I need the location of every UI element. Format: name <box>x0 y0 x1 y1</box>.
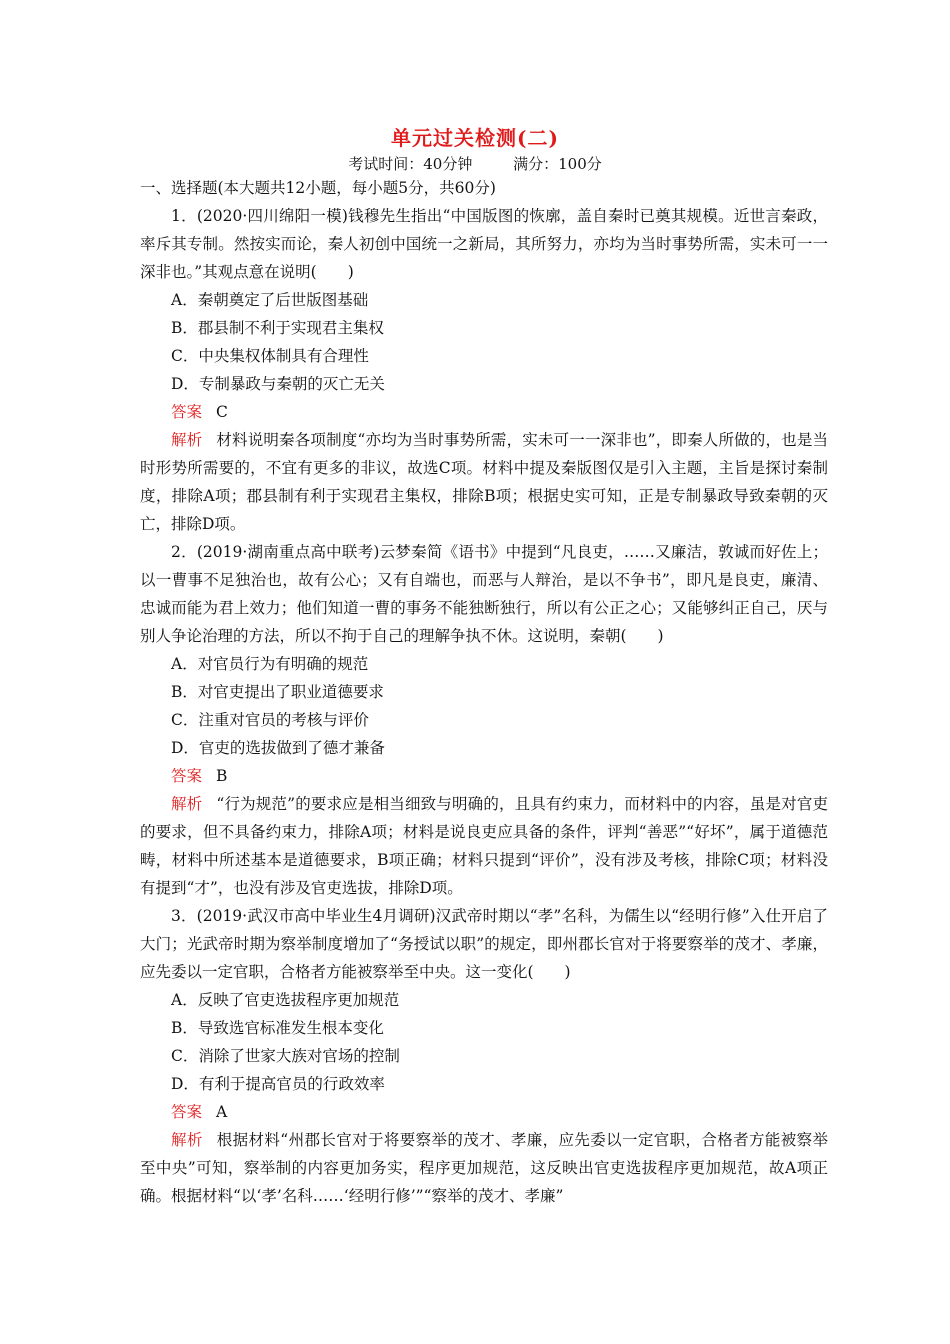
option-c: C．注重对官员的考核与评价 <box>171 711 369 729</box>
analysis-paragraph <box>140 426 828 538</box>
question-stem: 2．(2019·湖南重点高中联考)云梦秦简《语书》中提到“凡良吏，……又廉洁，敦诚而好佐上；以一曹事不足独治也，故有公心；又有自端也，而恶与人辩治，是以不争书”，即凡是良吏，廉清、忠诚而能为君上效力；他们知道一曹的事务不能独断独行，所以有公正之心；又能够纠正自己，厌与别人争论治理的方法，所以不拘于自己的理解争执不休。这说明，秦朝( ) <box>140 543 828 645</box>
answer-line <box>140 762 828 790</box>
answer-value: C <box>216 403 228 421</box>
option-c: C．消除了世家大族对官场的控制 <box>171 1047 400 1065</box>
analysis-text: “行为规范”的要求应是相当细致与明确的，且具有约束力，而材料中的内容，虽是对官吏的要求，但不具备约束力，排除A项；材料是说良吏应具备的条件，评判“善恶”“好坏”，属于道德范畴，材料中所述基本是道德要求，B项正确；材料只提到“评价”，没有涉及考核，排除C项；材料没有提到“才”，也没有涉及官吏选拔，排除D项。 <box>140 795 828 897</box>
option-a: A．对官员行为有明确的规范 <box>171 655 369 673</box>
exam-time: 考试时间：40分钟 <box>348 155 473 173</box>
answer-value: A <box>216 1103 228 1121</box>
analysis-paragraph <box>140 790 828 902</box>
question-stem: 3．(2019·武汉市高中毕业生4月调研)汉武帝时期以“孝”名科，为儒生以“经明行修”入仕开启了大门；光武帝时期为察举制度增加了“务授试以职”的规定，即州郡长官对于将要察举的茂才、孝廉，应先委以一定官职，合格者方能被察举至中央。这一变化( ) <box>140 907 828 981</box>
analysis-label: 解析 <box>171 431 203 449</box>
answer-label: 答案 <box>171 1103 203 1121</box>
option-b: B．对官吏提出了职业道德要求 <box>171 683 384 701</box>
answer-line <box>140 1098 828 1126</box>
question-1 <box>140 202 828 538</box>
analysis-text: 根据材料“州郡长官对于将要察举的茂才、孝廉，应先委以一定官职，合格者方能被察举至中央”可知，察举制的内容更加务实，程序更加规范，这反映出官吏选拔程序更加规范，故A项正确。根据材料“以‘孝’名科……‘经明行修’”“察举的茂才、孝廉” <box>140 1131 828 1205</box>
analysis-label: 解析 <box>171 795 203 813</box>
content <box>140 174 828 1210</box>
page-title: 单元过关检测(二) <box>391 126 559 150</box>
answer-value: B <box>216 767 228 785</box>
option-d: D．官吏的选拔做到了德才兼备 <box>171 739 385 757</box>
question-3 <box>140 902 828 1210</box>
question-2 <box>140 538 828 902</box>
option-d: D．有利于提高官员的行政效率 <box>171 1075 385 1093</box>
option-b: B．导致选官标准发生根本变化 <box>171 1019 384 1037</box>
analysis-label: 解析 <box>171 1131 203 1149</box>
analysis-paragraph <box>140 1126 828 1210</box>
option-a: A．反映了官吏选拔程序更加规范 <box>171 991 400 1009</box>
option-d: D．专制暴政与秦朝的灭亡无关 <box>171 375 385 393</box>
section-heading: 一、选择题(本大题共12小题，每小题5分，共60分) <box>140 179 496 197</box>
exam-meta <box>0 153 950 174</box>
option-a: A．秦朝奠定了后世版图基础 <box>171 291 369 309</box>
answer-line <box>140 398 828 426</box>
answer-label: 答案 <box>171 403 203 421</box>
answer-label: 答案 <box>171 767 203 785</box>
option-b: B．郡县制不利于实现君主集权 <box>171 319 384 337</box>
option-c: C．中央集权体制具有合理性 <box>171 347 369 365</box>
exam-score: 满分：100分 <box>513 155 602 173</box>
analysis-text: 材料说明秦各项制度“亦均为当时事势所需，实未可一一深非也”，即秦人所做的，也是当时形势所需要的，不宜有更多的非议，故选C项。材料中提及秦版图仅是引入主题，主旨是探讨秦制度，排除A项；郡县制有利于实现君主集权，排除B项；根据史实可知，正是专制暴政导致秦朝的灭亡，排除D项。 <box>140 431 828 533</box>
question-stem: 1．(2020·四川绵阳一模)钱穆先生指出“中国版图的恢廓，盖自秦时已奠其规模。近世言秦政，率斥其专制。然按实而论，秦人初创中国统一之新局，其所努力，亦均为当时事势所需，实未可一一深非也。”其观点意在说明( ) <box>140 207 828 281</box>
